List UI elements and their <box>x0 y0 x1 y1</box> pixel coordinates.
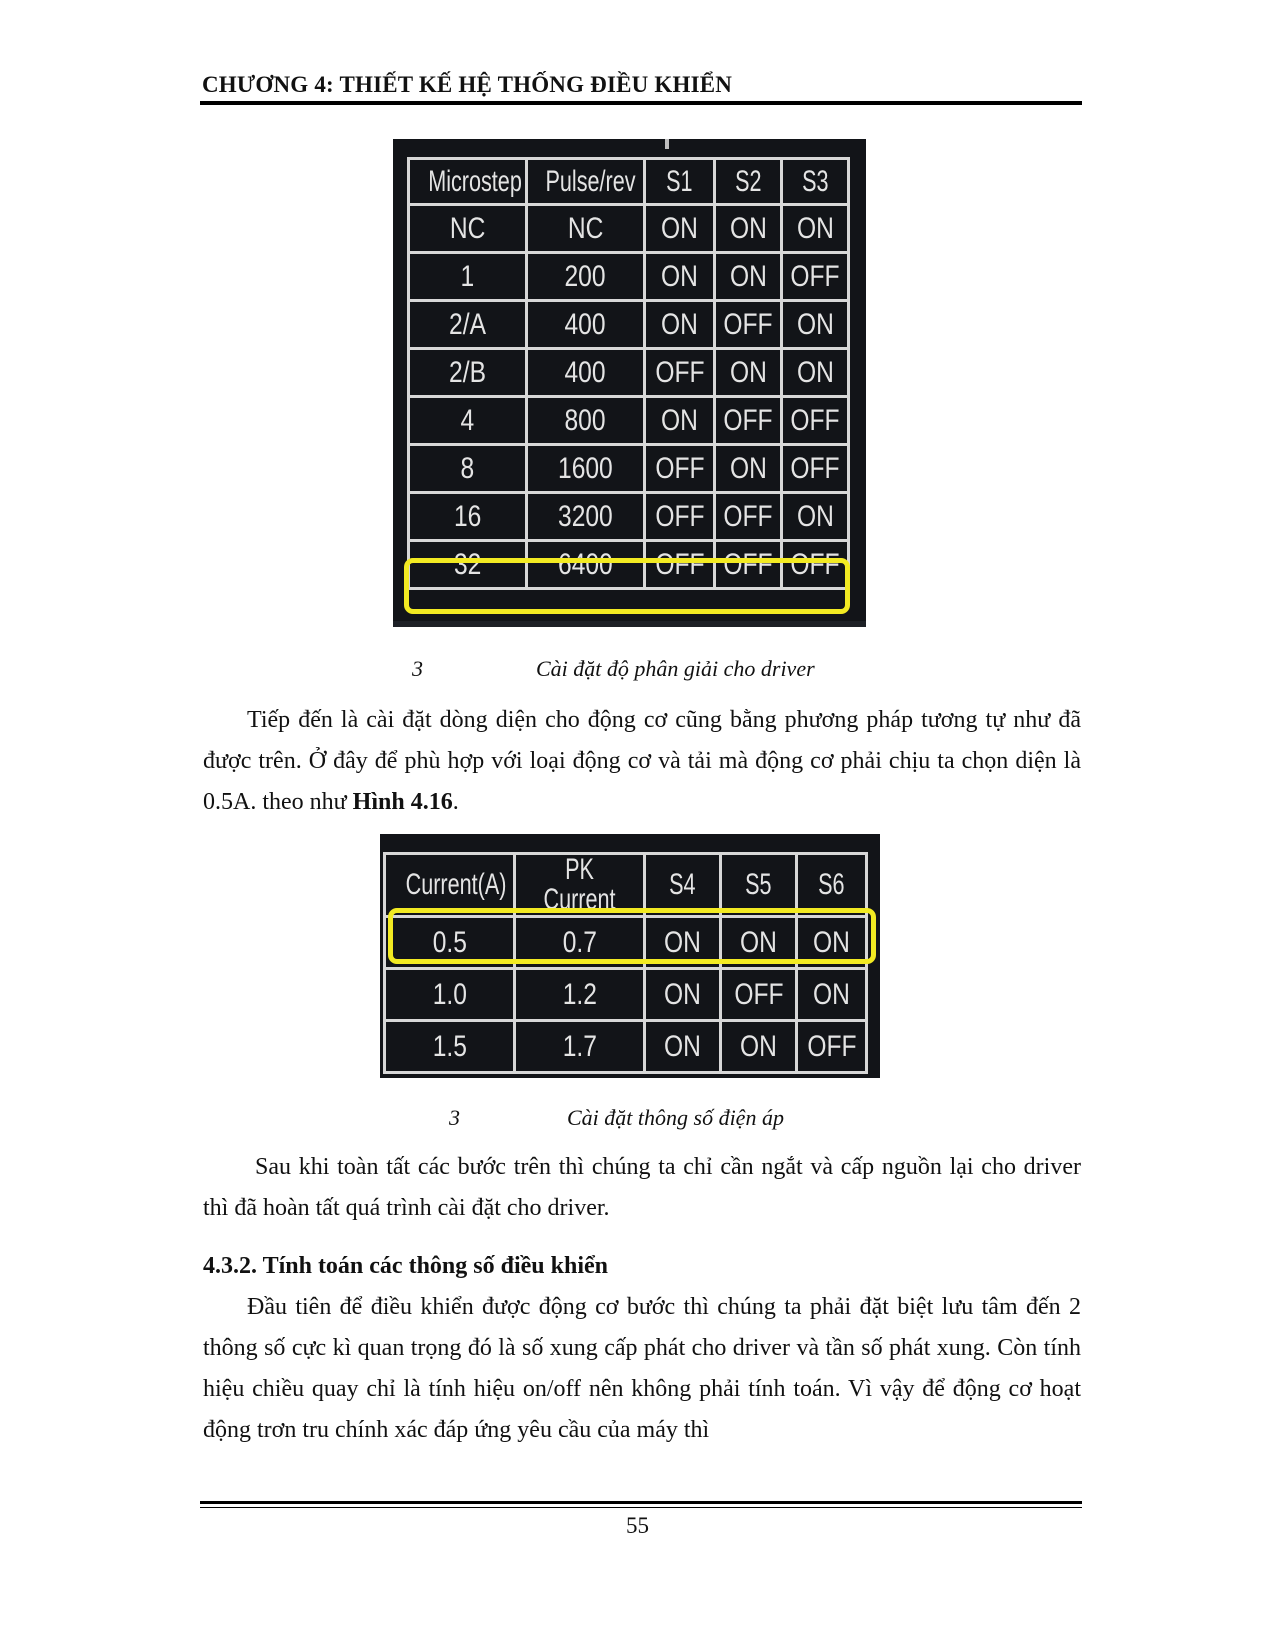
table-cell: ON <box>645 397 715 445</box>
table-cell: 2/B <box>409 349 527 397</box>
page-number: 55 <box>626 1513 649 1538</box>
paragraph1-text: Tiếp đến là cài đặt dòng diện cho động cơ cũng bằng phương pháp tương tự như đã được trên. Ở đây để phù hợp với loại động cơ và tải mà động cơ phải chịu ta chọn diện là 0.5A. theo như <box>203 707 1081 815</box>
figure1-caption <box>412 656 912 686</box>
table-cell: 3200 <box>527 493 645 541</box>
microstep-table <box>407 157 850 590</box>
table-cell: 1600 <box>527 445 645 493</box>
microstep-table-row <box>409 301 849 349</box>
table-cell: Current(A) <box>385 854 515 917</box>
table-cell: OFF <box>715 493 782 541</box>
current-table-row <box>385 969 867 1021</box>
table-cell: 1.2 <box>515 969 645 1021</box>
table-cell: 1.5 <box>385 1021 515 1073</box>
table-cell: S5 <box>721 854 797 917</box>
table-cell: OFF <box>645 493 715 541</box>
photo-edge-mark <box>665 139 669 149</box>
table-cell: ON <box>645 301 715 349</box>
highlight-box-0-5 <box>388 908 876 964</box>
table-cell: PK Current <box>515 854 645 917</box>
microstep-table-photo <box>393 139 866 627</box>
table-cell: Microstep <box>409 159 527 205</box>
table-cell: OFF <box>645 349 715 397</box>
table-cell: NC <box>409 205 527 253</box>
section-heading: 4.3.2. Tính toán các thông số điều khiển <box>203 1253 608 1279</box>
table-cell: S2 <box>715 159 782 205</box>
table-cell: OFF <box>782 397 849 445</box>
table-cell: 0.7 <box>515 917 645 969</box>
paragraph-current-setting <box>203 700 1081 823</box>
figure1-caption-number: 3 <box>412 656 423 681</box>
table-cell: 400 <box>527 301 645 349</box>
table-cell: 6400 <box>527 541 645 589</box>
chapter-header: CHƯƠNG 4: THIẾT KẾ HỆ THỐNG ĐIỀU KHIỂN <box>202 72 733 97</box>
header-rule <box>200 101 1082 105</box>
paragraph3-text: Đầu tiên để điều khiển được động cơ bước thì chúng ta phải đặt biệt lưu tâm đến 2 thông số cực kì quan trọng đó là số xung cấp phát cho driver và tần số phát xung. Còn tính hiệu chiều quay chỉ là tính hiệu on/off nên không phải tính toán. Vì vậy để động cơ hoạt động trơn tru chính xác đáp ứng yêu cầu của máy thì <box>203 1294 1081 1443</box>
table-cell: ON <box>715 349 782 397</box>
current-table-row <box>385 1021 867 1073</box>
table-cell: 400 <box>527 349 645 397</box>
paragraph-power-cycle <box>203 1147 1081 1229</box>
microstep-table-row <box>409 253 849 301</box>
table-cell: ON <box>715 253 782 301</box>
table-cell: OFF <box>715 301 782 349</box>
microstep-table-row <box>409 493 849 541</box>
footer-rule <box>200 1501 1082 1504</box>
table-cell: OFF <box>782 541 849 589</box>
figure2-caption-text: Cài đặt thông số điện áp <box>567 1105 784 1130</box>
table-cell: ON <box>645 917 721 969</box>
microstep-table-row <box>409 349 849 397</box>
footer-rule-thin <box>200 1507 1082 1508</box>
paragraph2-text: Sau khi toàn tất các bước trên thì chúng ta chỉ cần ngắt và cấp nguồn lại cho driver thì đã hoàn tất quá trình cài đặt cho driver. <box>203 1154 1081 1221</box>
table-cell: 0.5 <box>385 917 515 969</box>
highlight-box-32 <box>404 558 850 614</box>
table-cell: 16 <box>409 493 527 541</box>
table-cell: OFF <box>645 445 715 493</box>
table-cell: ON <box>715 445 782 493</box>
table-cell: 32 <box>409 541 527 589</box>
table-cell: ON <box>782 301 849 349</box>
table-cell: S4 <box>645 854 721 917</box>
microstep-table-row <box>409 205 849 253</box>
table-cell: NC <box>527 205 645 253</box>
table-cell: S6 <box>797 854 867 917</box>
photo-bottom-edge <box>393 621 866 627</box>
figure1-caption-text: Cài đặt độ phân giải cho driver <box>536 656 815 681</box>
table-cell: ON <box>645 205 715 253</box>
table-cell: ON <box>645 253 715 301</box>
table-cell: S1 <box>645 159 715 205</box>
table-cell: 8 <box>409 445 527 493</box>
table-cell: 1.0 <box>385 969 515 1021</box>
table-cell: 1.7 <box>515 1021 645 1073</box>
table-cell: 200 <box>527 253 645 301</box>
table-cell: ON <box>797 969 867 1021</box>
table-cell: ON <box>645 969 721 1021</box>
table-cell: ON <box>797 917 867 969</box>
paragraph1-end: . <box>452 789 459 815</box>
table-cell: S3 <box>782 159 849 205</box>
table-cell: Pulse/rev <box>527 159 645 205</box>
table-cell: ON <box>782 493 849 541</box>
figure2-caption-number: 3 <box>449 1105 460 1130</box>
table-cell: ON <box>715 205 782 253</box>
table-cell: 4 <box>409 397 527 445</box>
table-cell: 2/A <box>409 301 527 349</box>
table-cell: 800 <box>527 397 645 445</box>
paragraph-control-parameters <box>203 1287 1081 1451</box>
table-cell: OFF <box>721 969 797 1021</box>
microstep-table-row <box>409 397 849 445</box>
table-cell: OFF <box>715 541 782 589</box>
table-cell: ON <box>721 1021 797 1073</box>
table-cell: OFF <box>715 397 782 445</box>
table-cell: OFF <box>797 1021 867 1073</box>
table-cell: OFF <box>645 541 715 589</box>
microstep-table-header-row <box>409 159 849 205</box>
table-cell: ON <box>645 1021 721 1073</box>
table-cell: OFF <box>782 253 849 301</box>
current-table-photo <box>380 834 880 1078</box>
table-cell: ON <box>721 917 797 969</box>
figure-reference: Hình 4.16 <box>352 789 453 815</box>
table-cell: ON <box>782 205 849 253</box>
microstep-table-row <box>409 445 849 493</box>
table-cell: OFF <box>782 445 849 493</box>
table-cell: 1 <box>409 253 527 301</box>
figure2-caption <box>449 1105 949 1135</box>
table-cell: ON <box>782 349 849 397</box>
